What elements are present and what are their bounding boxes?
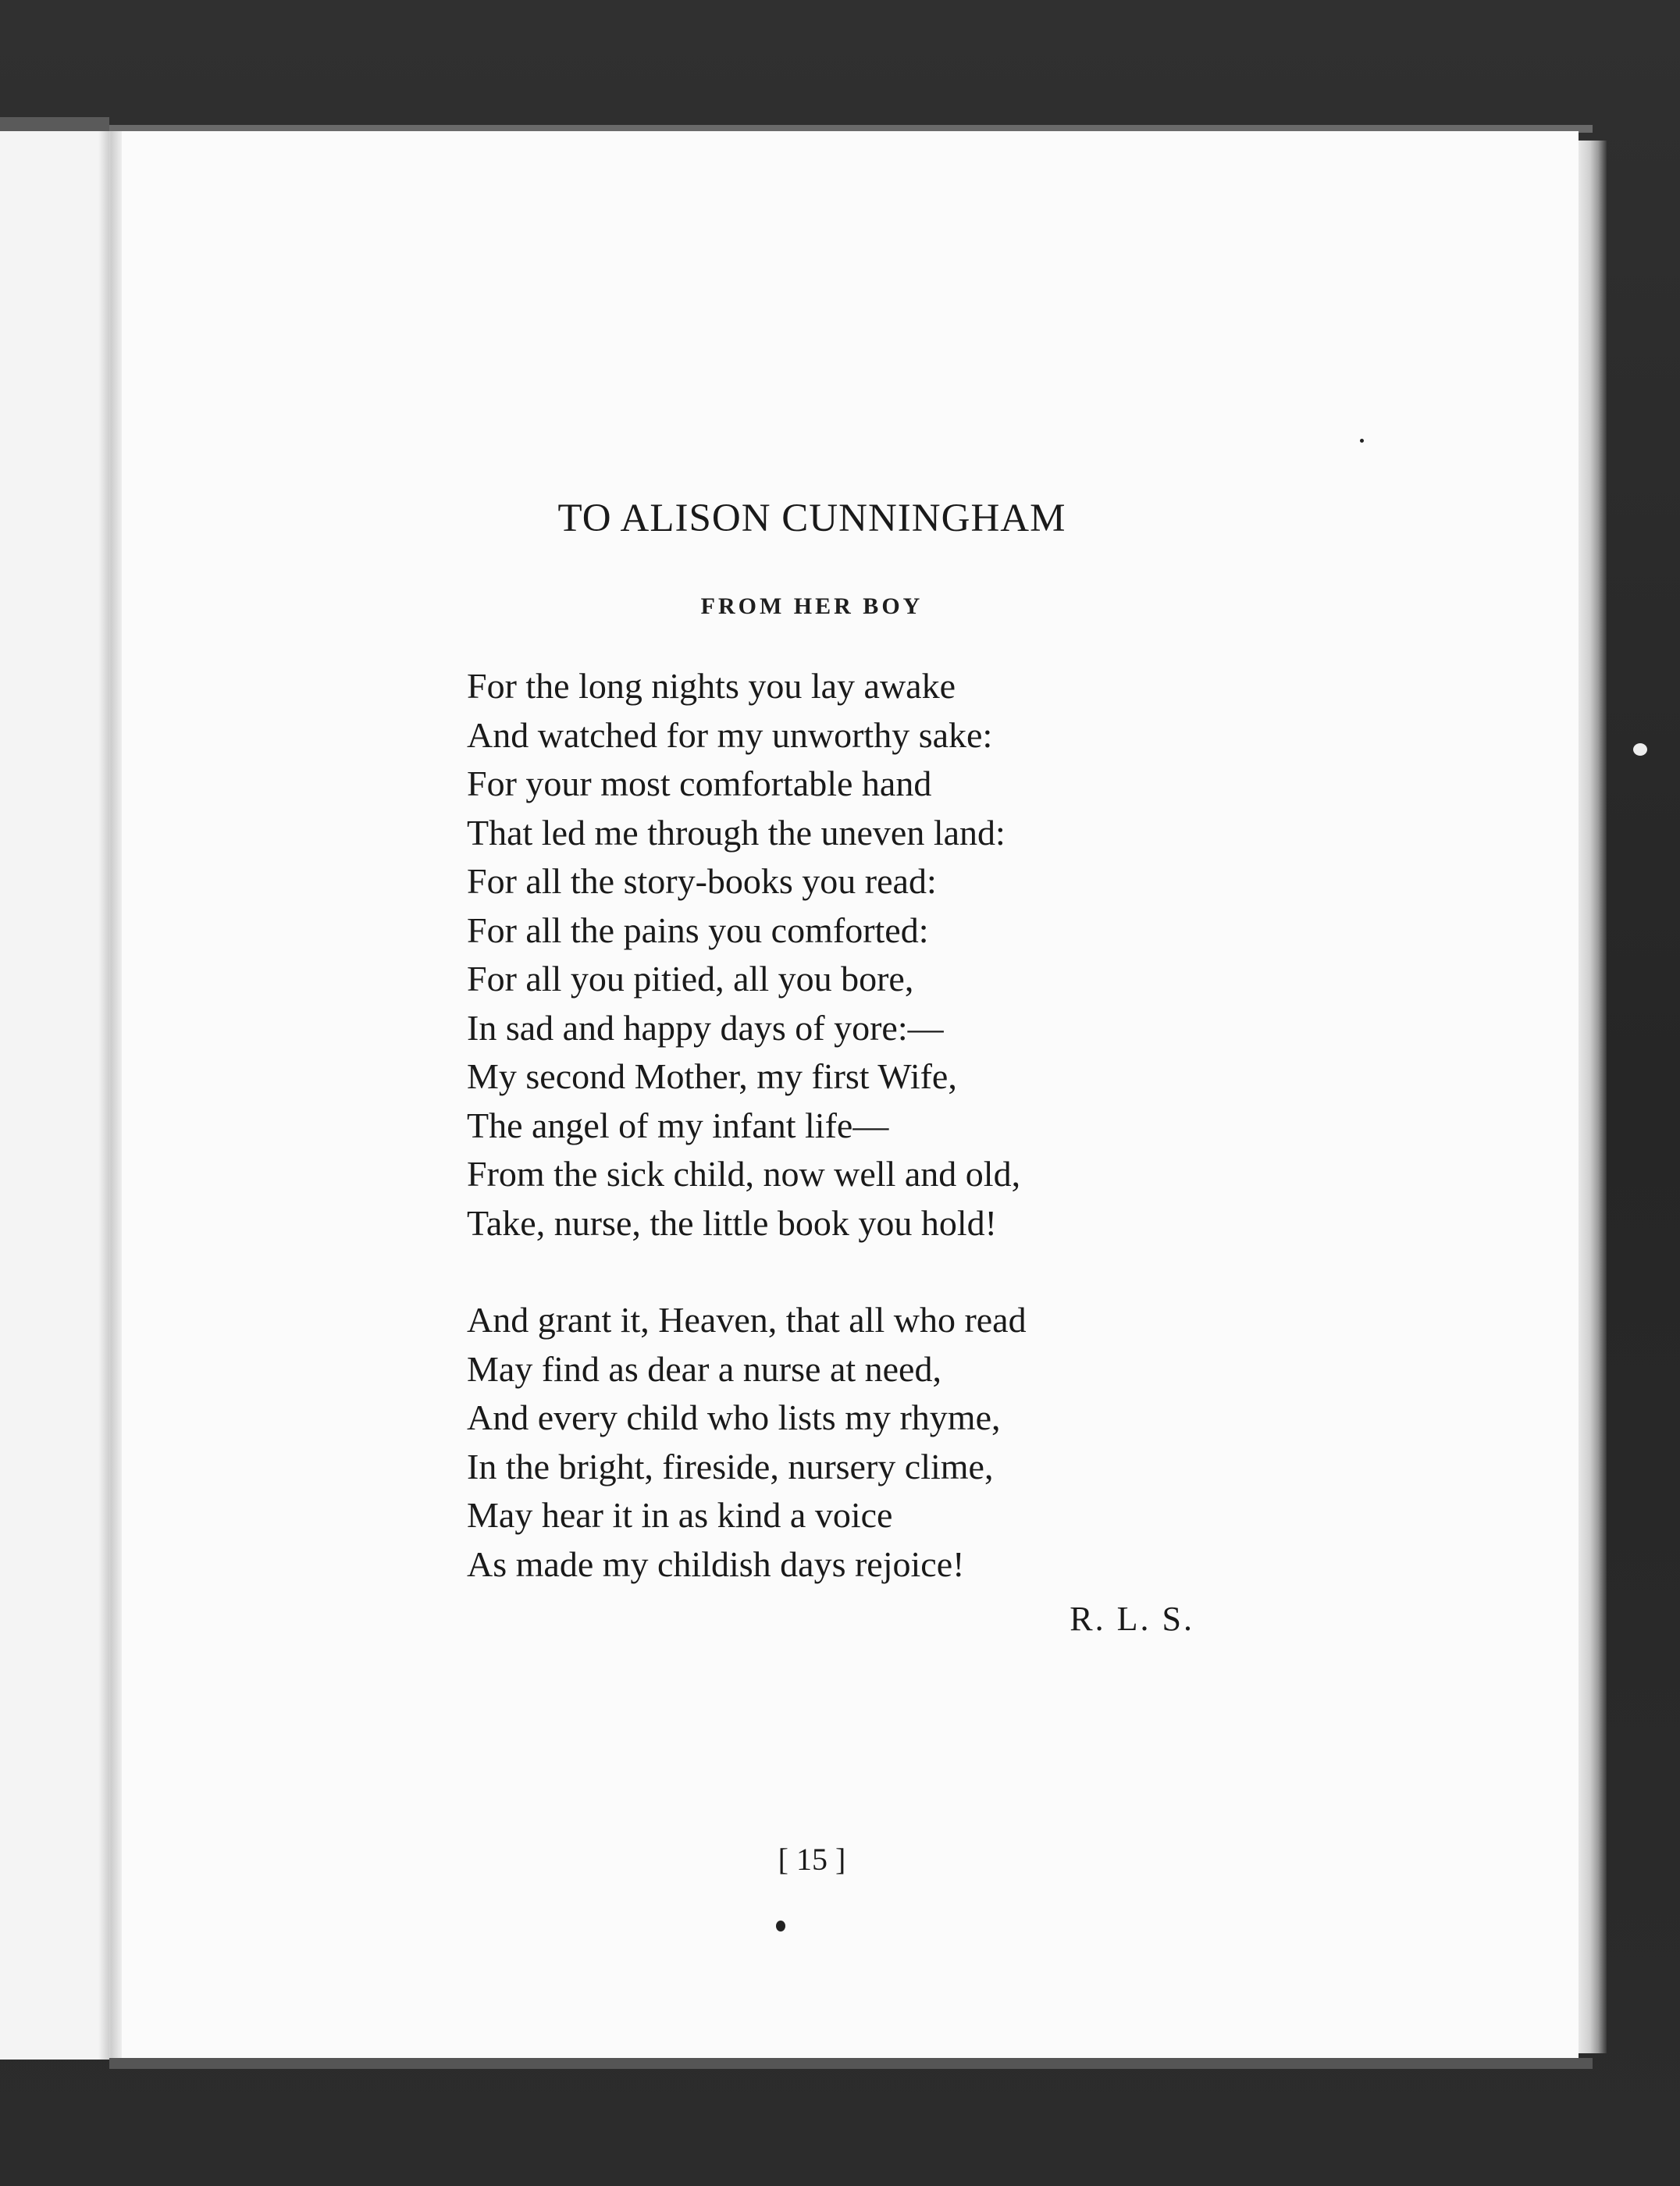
gutter-shadow [98, 131, 122, 2060]
poem-line: Take, nurse, the little book you hold! [467, 1202, 997, 1243]
signature: R. L. S. [1070, 1600, 1194, 1638]
page-number: [ 15 ] [778, 1842, 846, 1877]
poem-line: My second Mother, my first Wife, [467, 1056, 957, 1096]
poem-line: That led me through the uneven land: [467, 812, 1006, 853]
page-bottom-edge [109, 2058, 1593, 2069]
poem-line: May hear it in as kind a voice [467, 1495, 893, 1535]
poem-line: For the long nights you lay awake [467, 666, 956, 706]
left-page [0, 131, 111, 2060]
page-right-edge [1579, 141, 1607, 2053]
ink-speck [1360, 439, 1364, 443]
poem-line: As made my childish days rejoice! [467, 1543, 965, 1584]
poem-line: In the bright, fireside, nursery clime, [467, 1446, 994, 1486]
poem-line: For all you pitied, all you bore, [467, 959, 914, 999]
poem-line: The angel of my infant life— [467, 1105, 889, 1145]
poem-line: From the sick child, now well and old, [467, 1154, 1021, 1194]
poem-line: For all the pains you comforted: [467, 910, 929, 950]
poem-subtitle: FROM HER BOY [700, 593, 924, 619]
poem-line: May find as dear a nurse at need, [467, 1348, 941, 1389]
poem-title: TO ALISON CUNNINGHAM [557, 497, 1066, 540]
poem-line: And grant it, Heaven, that all who read [467, 1300, 1027, 1340]
poem-line: And every child who lists my rhyme, [467, 1397, 1001, 1437]
ink-speck [776, 1921, 785, 1931]
stanza-1 [467, 662, 1248, 1248]
poem-line: For your most comfortable hand [467, 764, 932, 803]
poem-line: And watched for my unworthy sake: [467, 714, 993, 755]
poem-line: In sad and happy days of yore:— [467, 1007, 944, 1048]
stanza-2 [467, 1296, 1248, 1589]
ink-speck [1633, 743, 1647, 756]
poem-line: For all the story-books you read: [467, 861, 937, 901]
left-page-top-edge [0, 117, 109, 131]
